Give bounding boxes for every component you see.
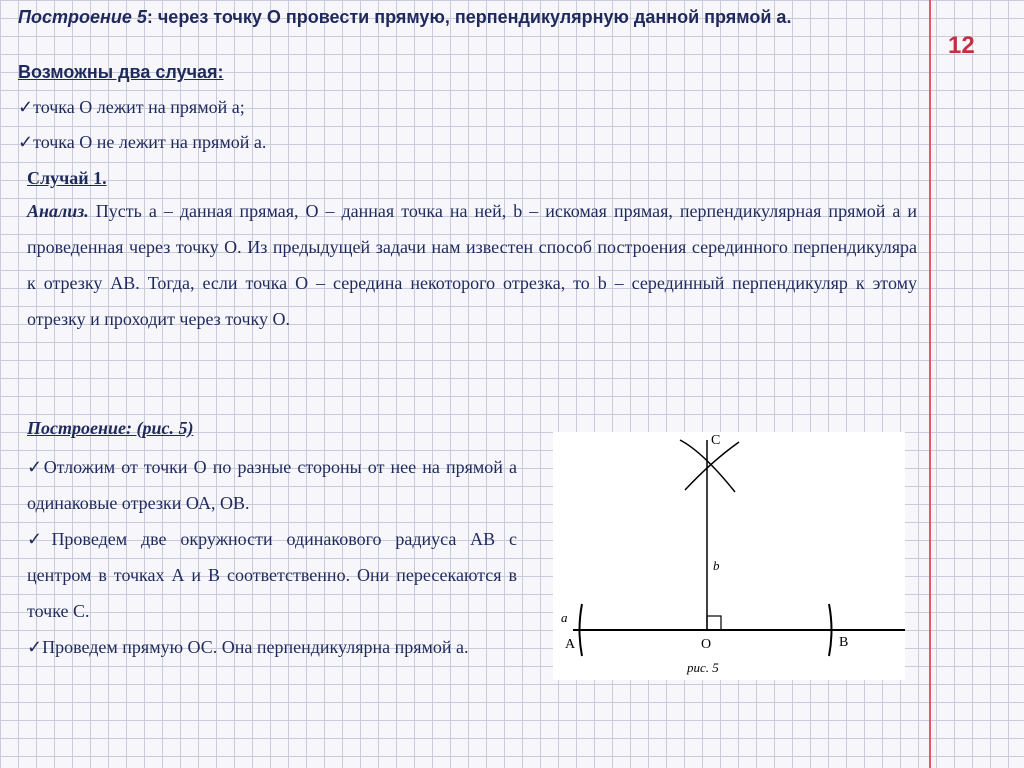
case1-heading: Случай 1.: [27, 168, 107, 188]
title-prefix: Построение 5: [18, 7, 147, 27]
construction-steps: [27, 449, 517, 665]
construction-diagram: [553, 432, 905, 680]
bullet-text: точка О не лежит на прямой а.: [33, 132, 267, 152]
check-icon: ✓: [27, 457, 44, 477]
label-point-B: B: [839, 635, 849, 650]
bullet-item: [18, 97, 245, 118]
check-icon: ✓: [18, 97, 34, 117]
label-point-O: O: [701, 637, 712, 652]
page-number: 12: [948, 32, 975, 59]
title-rest: : через точку О провести прямую, перпендикулярную данной прямой а.: [146, 7, 792, 27]
bullet-text: точка О лежит на прямой а;: [33, 97, 245, 117]
right-angle-mark: [707, 616, 721, 630]
check-icon: ✓: [18, 132, 34, 152]
cases-heading: Возможны два случая:: [18, 62, 224, 82]
check-icon: ✓: [27, 637, 43, 657]
analysis-label: Анализ.: [27, 201, 89, 221]
step-item: [27, 449, 517, 521]
analysis-paragraph: [27, 193, 917, 337]
label-point-C: C: [711, 433, 721, 448]
page-title: [18, 6, 898, 28]
bullet-item: [18, 132, 266, 153]
step-text: Отложим от точки О по разные стороны от нее на прямой а одинаковые отрезки ОА, ОВ.: [27, 457, 517, 513]
figure-caption: рис. 5: [687, 660, 719, 675]
label-line-a: a: [561, 610, 568, 625]
notebook-margin-line: [929, 0, 931, 768]
label-line-b: b: [713, 558, 720, 573]
step-text: Проведем прямую ОС. Она перпендикулярна прямой а.: [42, 637, 469, 657]
step-item: [27, 521, 517, 629]
step-item: [27, 629, 517, 665]
label-point-A: A: [565, 637, 576, 652]
construction-heading: Построение: (рис. 5): [27, 418, 194, 438]
analysis-text: Пусть а – данная прямая, О – данная точка на ней, b – искомая прямая, перпендикулярная прямой а и проведенная через точку О. Из предыдущей задачи нам известен способ построения серединного перпендикуляра к отрезку АВ. Тогда, если точка О – середина некоторого отрезка, то b – серединный перпендикуляр к этому отрезку и проходит через точку О.: [27, 201, 918, 329]
figure-5: [553, 432, 905, 680]
step-text: Проведем две окружности одинакового радиуса АВ с центром в точках А и В соответственно. Они пересекаются в точке С.: [27, 529, 517, 621]
check-icon: ✓: [27, 529, 52, 549]
